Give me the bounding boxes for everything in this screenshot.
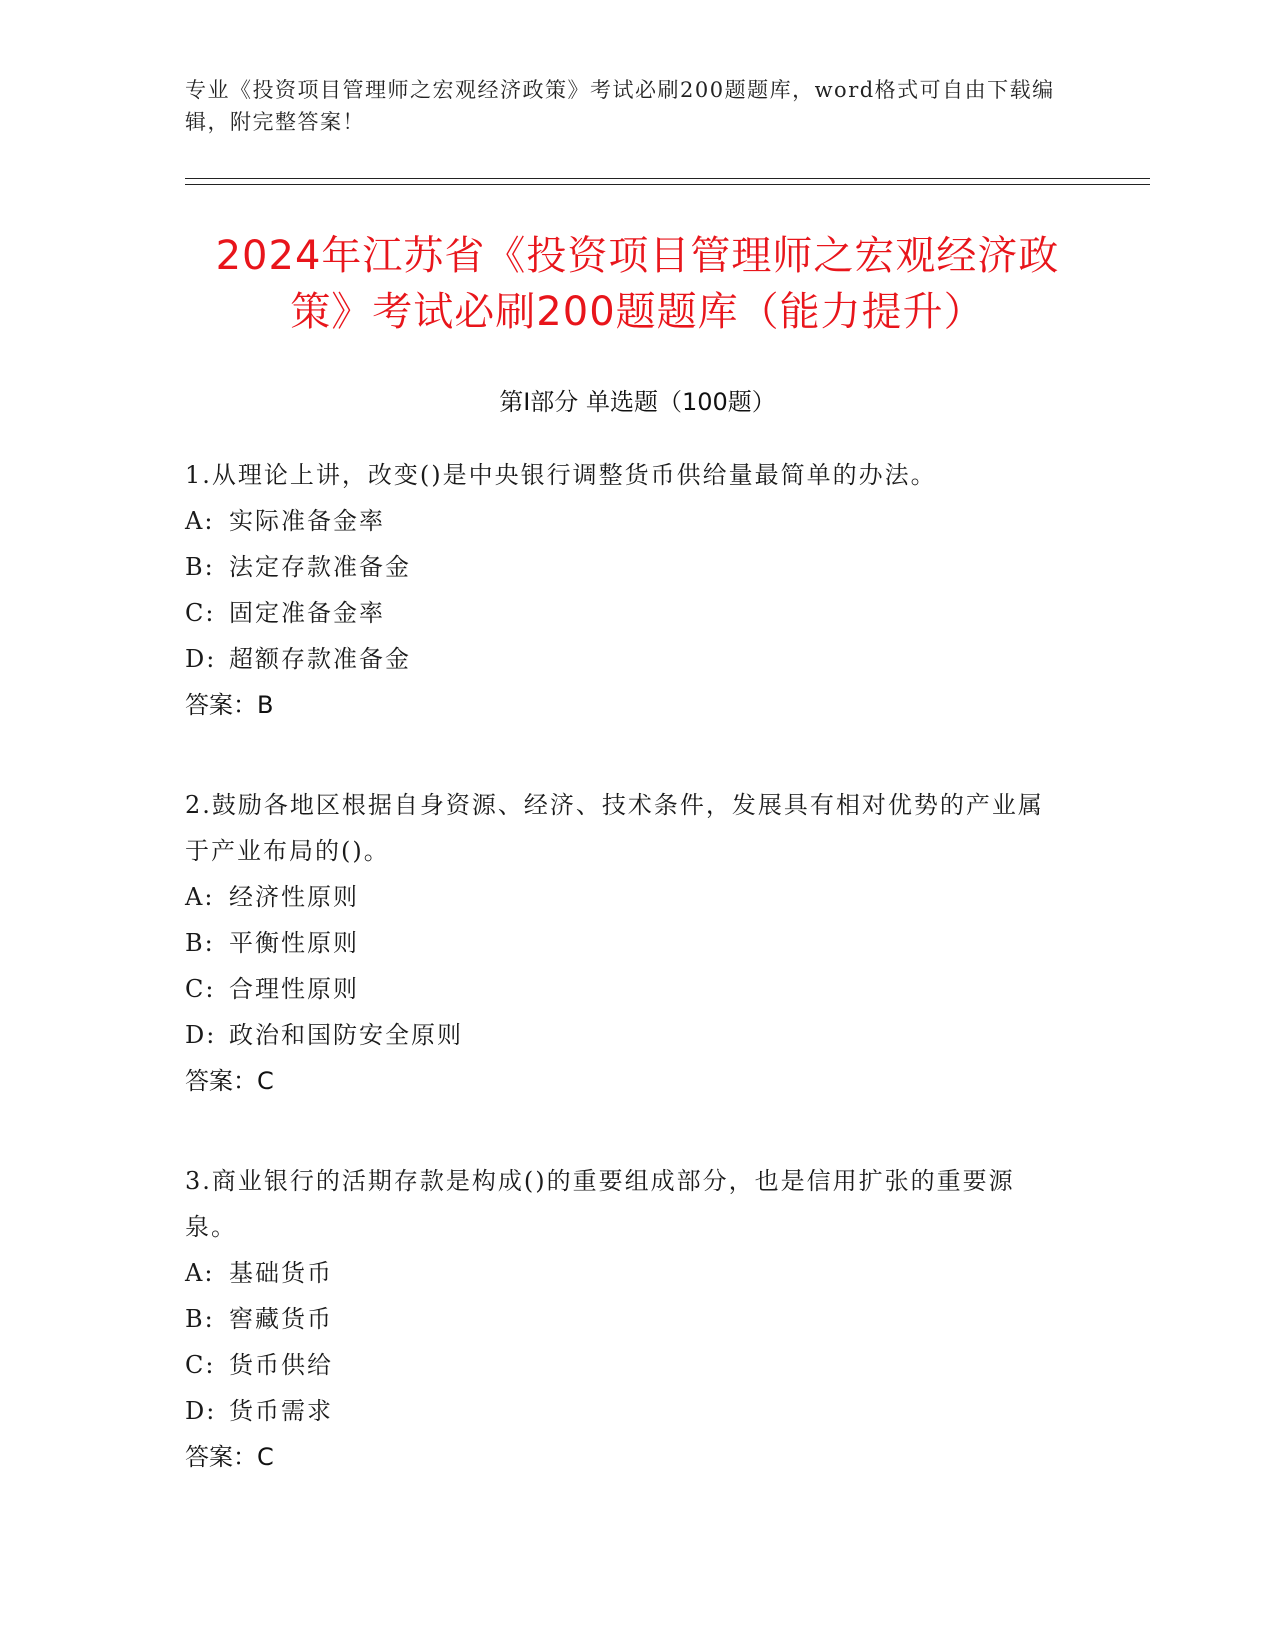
question-stem: 1.从理论上讲，改变()是中央银行调整货币供给量最简单的办法。 bbox=[185, 461, 937, 489]
question-1 bbox=[185, 452, 1065, 728]
question-3 bbox=[185, 1158, 1065, 1480]
option-text: 基础货币 bbox=[229, 1259, 333, 1287]
option-d bbox=[185, 636, 1065, 682]
option-key: B: bbox=[185, 1305, 215, 1333]
question-2 bbox=[185, 782, 1065, 1104]
option-text: 政治和国防安全原则 bbox=[229, 1021, 463, 1049]
answer: 答案：B bbox=[185, 691, 274, 719]
option-c bbox=[185, 1342, 1065, 1388]
option-text: 货币需求 bbox=[229, 1397, 333, 1425]
option-key: B: bbox=[185, 553, 215, 581]
option-a bbox=[185, 1250, 1065, 1296]
header-rule-top bbox=[185, 178, 1150, 179]
option-a bbox=[185, 874, 1065, 920]
option-text: 固定准备金率 bbox=[229, 599, 385, 627]
document-title: 2024年江苏省《投资项目管理师之宏观经济政策》考试必刷200题题库（能力提升） bbox=[215, 233, 1060, 335]
option-key: C: bbox=[185, 1351, 216, 1379]
option-key: A: bbox=[185, 1259, 215, 1287]
option-key: A: bbox=[185, 507, 215, 535]
option-d bbox=[185, 1012, 1065, 1058]
option-key: B: bbox=[185, 929, 215, 957]
option-a bbox=[185, 498, 1065, 544]
option-key: D: bbox=[185, 1021, 217, 1049]
option-key: D: bbox=[185, 645, 217, 673]
option-c bbox=[185, 966, 1065, 1012]
option-b bbox=[185, 920, 1065, 966]
option-text: 法定存款准备金 bbox=[229, 553, 411, 581]
option-key: C: bbox=[185, 975, 216, 1003]
option-text: 超额存款准备金 bbox=[229, 645, 411, 673]
option-text: 货币供给 bbox=[229, 1351, 333, 1379]
question-stem: 3.商业银行的活期存款是构成()的重要组成部分，也是信用扩张的重要源泉。 bbox=[185, 1167, 1015, 1241]
option-key: C: bbox=[185, 599, 216, 627]
option-text: 实际准备金率 bbox=[229, 507, 385, 535]
option-text: 合理性原则 bbox=[229, 975, 359, 1003]
answer: 答案：C bbox=[185, 1443, 274, 1471]
option-b bbox=[185, 1296, 1065, 1342]
header-rule-bottom bbox=[185, 184, 1150, 185]
option-c bbox=[185, 590, 1065, 636]
option-text: 经济性原则 bbox=[229, 883, 359, 911]
option-key: D: bbox=[185, 1397, 217, 1425]
section-heading: 第I部分 单选题（100题） bbox=[499, 388, 776, 416]
option-text: 窖藏货币 bbox=[229, 1305, 333, 1333]
option-key: A: bbox=[185, 883, 215, 911]
header-note: 专业《投资项目管理师之宏观经济政策》考试必刷200题题库，word格式可自由下载编辑，附完整答案！ bbox=[185, 78, 1055, 134]
option-text: 平衡性原则 bbox=[229, 929, 359, 957]
question-stem: 2.鼓励各地区根据自身资源、经济、技术条件，发展具有相对优势的产业属于产业布局的()。 bbox=[185, 791, 1044, 865]
answer: 答案：C bbox=[185, 1067, 274, 1095]
option-b bbox=[185, 544, 1065, 590]
option-d bbox=[185, 1388, 1065, 1434]
